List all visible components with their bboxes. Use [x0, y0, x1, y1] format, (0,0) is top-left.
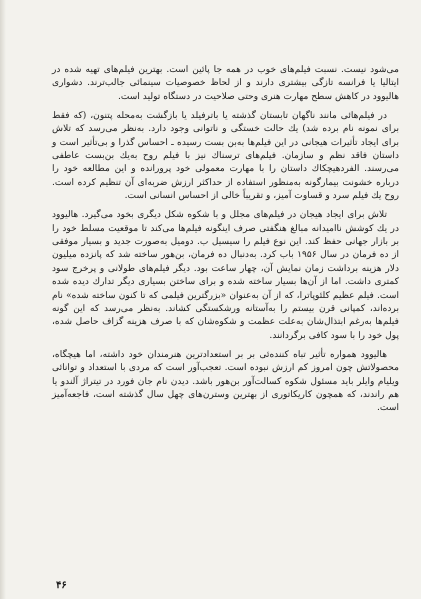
- paragraph-2: در فیلم‌هائی مانند ناگهان تابستان گذشته یا باترفیلد یا بازگشت به‌محله پتنون، (که فقط برای نمونه نام برده شد) یك حالت خستگی و ناتوانی وجود دارد. به‌نظر می‌رسد که تلاش برای ایجاد تأثیرات هیجانی در این فیلم‌ها به‌بن بست رسیده ـ احساس گذرا و بی‌تأثیر است و داستان فاقد نظم و سازمان. فیلم‌های ترسناك نیز با فیلم روح به‌یك بن‌بست عاطفی می‌رسند. الفرد‌هیچکاك داستان را با مهارت معمولی خود پرورانده و این مطالعه خود را درباره خشونت بیمارگونه به‌منظور استفاده از حداکثر ارزش ضربه‌ای آن تنظیم کرده است. روح یك فیلم سرد و قساوت آمیز، و تقریباً خالی از احساس انسانی است.: [52, 111, 399, 202]
- body-text: [52, 64, 399, 416]
- paragraph-4: هالیوود همواره تأثیر تباه کننده‌ئی بر بر استعدادترین هنرمندان خود داشته، اما هیچگاه، محصولاتش چون امروز کم ارزش نبوده است. تعجب‌آور است که مردی با استعداد و توانائی ویلیام وایلر باید مسئول شکوه کسالت‌آور بن‌هور باشد. دیدن نام جان فورد در تیتراژ آلندو یا هم راندند، که همچون کاریکاتوری از بهترین وسترن‌های چهل سال گذشته است، فاجعه‌آمیز است.: [52, 349, 399, 414]
- page-number: ۴۶: [56, 580, 67, 591]
- paragraph-1: می‌شود نیست. نسبت فیلم‌های خوب در همه جا پائین است. بهترین فیلم‌های تهیه شده در ایتالیا یا فرانسه تازگی بیشتری دارند و از لحاظ خصوصیات سینمائی جالب‌ترند. دشواری هالیوود در کاهش سطح مهارت هنری وحتی صلاحیت در دستگاه تولید است.: [52, 65, 399, 102]
- paragraph-3: تلاش برای ایجاد هیجان در فیلم‌های مجلل و با شکوه شکل دیگری بخود می‌گیرد. هالیوود در یك کوشش ناامیدانه مبالغ هنگفتی صرف اینگونه فیلم‌ها می‌کند تا موقعیت مسلط خود را بر بازار جهانی حفظ کند. این نوع فیلم را سیسیل ب. دومیل به‌صورت جدید و بسیار موفقی از ده فرمان در سال ۱۹۵۶ باب کرد. به‌دنبال ده فرمان، بن‌هور ساخته شد که پانزده میلیون دلار هزینه برداشت زمان نمایش آن، چهار ساعت بود. دیگر فیلم‌های طولانی و پرخرج سود کمتری داشت. اما از آن‌ها بسیار ساخته شده و برای ساختن بسیاری دیگر تدارك دیده شده است. فیلم عظیم کلئوپاترا، که از آن به‌عنوان «بزرگترین فیلمی که تا کنون ساخته شده» نام برده‌اند، کمپانی قرن بیستم را به‌آستانه ورشکستگی کشاند. به‌نظر می‌رسد که این گونه فیلم‌ها به‌رغم ابتذال‌شان به‌علت عظمت و شکوه‌شان که با صرف هزینه گزاف حاصل شده، پول خود را با سود کافی برگردانند.: [52, 210, 400, 341]
